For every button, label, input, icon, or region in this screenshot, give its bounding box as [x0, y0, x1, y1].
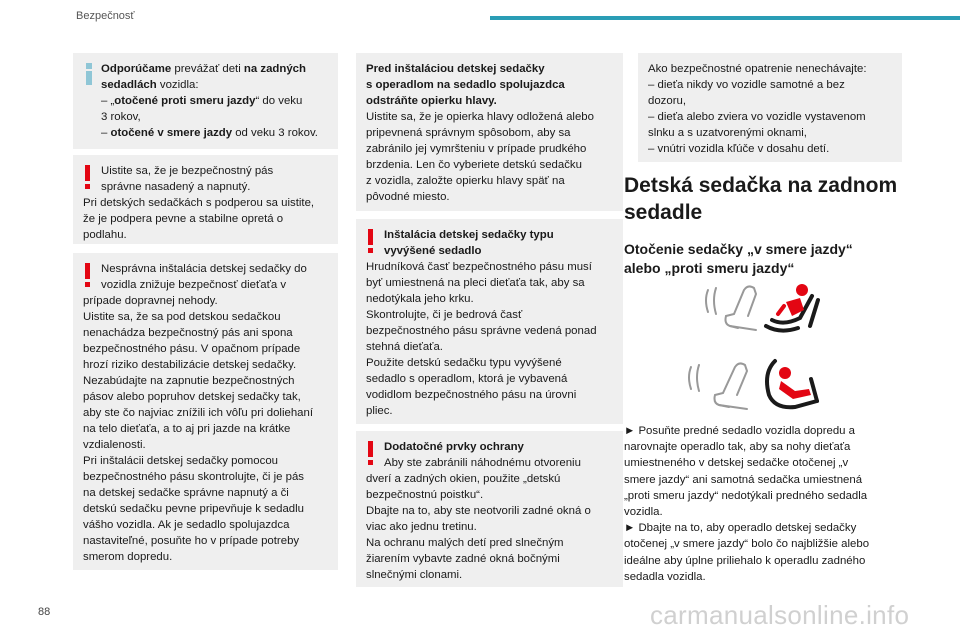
text-line: sedadle [624, 201, 703, 224]
warning-box-booster [356, 219, 623, 424]
text-line: umiestneného v detskej sedačke otočenej „v [624, 457, 849, 470]
text-line: vzdialenosti. [83, 439, 146, 451]
text-line: z vozidla, založte opierku hlavy späť na [366, 175, 565, 187]
text-line: dozoru, [648, 95, 686, 107]
text-line: s operadlom na sedadlo spolujazdca [366, 79, 565, 91]
text-line: vozidla. [624, 506, 663, 519]
text-line: Pred inštaláciou detskej sedačky [366, 63, 545, 75]
text-line: Na ochranu malých detí pred slnečným [366, 537, 564, 549]
text-line: byť umiestnená na pleci dieťaťa tak, aby sa [366, 277, 585, 289]
bold-text: na zadných [243, 63, 306, 75]
info-box-recommendation [73, 53, 338, 149]
text-line: na detskej sedačke správne napnutý a či [83, 487, 289, 499]
text-line: brzdenia. Len čo vyberiete detskú sedačku [366, 159, 582, 171]
text-line: – vnútri vozidla kľúče v dosahu detí. [648, 143, 830, 155]
text-line: bezpečnostnú poistku“. [366, 489, 484, 501]
text-line: že je podpera pevne a stabilne opretá o [83, 213, 284, 225]
warning-box-text [366, 439, 614, 583]
section-title: Bezpečnosť [76, 10, 135, 22]
text-line: nedotýkala jeho krku. [366, 293, 474, 305]
rear-facing-seat-illustration [700, 280, 825, 340]
text-line: Nezabúdajte na zapnutie bezpečnostných [83, 375, 295, 387]
text-line: aby ste čo najviac znížili ich vôľu pri doliehaní [83, 407, 313, 419]
watermark: carmanualsonline.info [650, 600, 910, 630]
text-span: vozidla: [156, 79, 199, 91]
text-line: vozidla znižuje bezpečnosť dieťaťa v [101, 279, 287, 291]
text-span: prevážať deti [171, 63, 244, 75]
text-span: od veku 3 rokov. [232, 127, 318, 139]
text-line: ► Posuňte predné sedadlo vozidla dopredu a [624, 425, 856, 437]
text-span: – „ [101, 95, 115, 107]
child-head-icon [796, 284, 808, 296]
text-line [101, 125, 329, 141]
text-line: Dbajte na to, aby ste neotvorili zadné okná o [366, 505, 591, 517]
text-line: na telo dieťaťa, a to aj pri jazde na krátke [83, 423, 291, 435]
text-line: podlahu. [83, 229, 127, 241]
text-line: bezpečnostného pásu. V opačnom prípade [83, 343, 301, 355]
bold-text: otočené proti smeru jazdy [114, 95, 256, 107]
text-line: narovnajte operadlo tak, aby sa nohy dieťaťa [624, 441, 851, 454]
text-line: pripevnená správnym spôsobom, aby sa [366, 127, 571, 139]
section-heading [624, 172, 897, 226]
text-line: Uistite sa, že je bezpečnostný pás [101, 165, 274, 177]
bold-text: sedadlách [101, 79, 157, 91]
text-line: – dieťa alebo zviera vo vozidle vystavenom [648, 111, 866, 123]
instruction-text [624, 423, 924, 585]
note-box-text [648, 61, 893, 157]
text-line: Pri inštalácii detskej sedačky pomocou [83, 455, 278, 467]
text-span: 3 rokov, [101, 111, 141, 123]
text-line: hrozí riziko destabilizácie detskej sedačky. [83, 359, 297, 371]
warning-box-protection [356, 431, 623, 587]
text-line: slnečnými clonami. [366, 569, 463, 581]
text-line [101, 77, 329, 93]
text-line: ideálne aby úplne priliehalo k operadlu zadného [624, 554, 866, 567]
text-line [101, 109, 329, 125]
text-line: vášho vozidla. Ak je sedadlo spolujazdca [83, 519, 290, 531]
text-line: smerom dopredu. [83, 551, 173, 563]
text-line: bezpečnostného pásu skontrolujte, či je pás [83, 471, 304, 483]
warning-box-text [83, 163, 329, 243]
text-line [101, 93, 329, 109]
header-accent-bar [490, 16, 960, 20]
text-line: nastaviteľné, posuňte ho v prípade potreby [83, 535, 300, 547]
text-line: Detská sedačka na zadnom [624, 174, 898, 197]
text-line: pásov alebo popruhov detskej sedačky tak, [83, 391, 301, 403]
bold-text: Odporúčame [101, 63, 172, 75]
text-line: detskú sedačku pevne pripevňuje k sedadlu [83, 503, 304, 515]
child-head-icon [779, 367, 791, 379]
text-line: odstráňte opierku hlavy. [366, 95, 497, 107]
text-line: Uistite sa, že je opierka hlavy odložená alebo [366, 111, 594, 123]
text-line: zabránilo jej vymršteniu v prípade prudkého [366, 143, 587, 155]
warning-box-text [366, 227, 614, 419]
info-box-text [83, 61, 329, 141]
text-line: alebo „proti smeru jazdy“ [624, 260, 795, 276]
warning-box-text [83, 261, 329, 565]
text-line: prípade dopravnej nehody. [83, 295, 218, 307]
text-line: vyvýšené sedadlo [384, 245, 482, 257]
text-line: Otočenie sedačky „v smere jazdy“ [624, 241, 853, 257]
text-line: smere jazdy“ ani samotná sedačka umiestnená [624, 473, 863, 486]
text-line: správne nasadený a napnutý. [101, 181, 251, 193]
note-box-headrest [356, 53, 623, 211]
text-line: vodidlom bezpečnostného pásu na úrovni [366, 389, 577, 401]
text-line: „proti smeru jazdy“ nedotýkali predného sedadla [624, 489, 868, 502]
text-line: viac ako jednu tretinu. [366, 521, 477, 533]
text-line: dverí a zadných okien, použite „detskú [366, 473, 561, 485]
text-line: Pri detských sedačkách s podperou sa uistite, [83, 197, 315, 209]
text-line: Použite detskú sedačku typu vyvýšené [366, 357, 562, 369]
text-line: Ako bezpečnostné opatrenie nenechávajte: [648, 63, 867, 75]
warning-icon [85, 263, 91, 287]
text-span: “ do veku [255, 95, 303, 107]
bold-text: otočené v smere jazdy [110, 127, 233, 139]
text-line: bezpečnostného pásu správne vedená ponad [366, 325, 597, 337]
text-line: – dieťa nikdy vo vozidle samotné a bez [648, 79, 845, 91]
text-line: otočenej „v smere jazdy“ bolo čo najbližšie alebo [624, 538, 870, 551]
text-line: Uistite sa, že sa pod detskou sedačkou [83, 311, 281, 323]
text-line: stehná dieťaťa. [366, 341, 443, 353]
text-line: Dodatočné prvky ochrany [384, 441, 524, 453]
text-line: slnku a s uzatvorenými oknami, [648, 127, 807, 139]
text-line: sedadla vozidla. [624, 570, 706, 583]
text-line: pôvodné miesto. [366, 191, 450, 203]
text-line: Aby ste zabránili náhodnému otvoreniu [384, 457, 581, 469]
text-line: žiarením vybavte zadné okná bočnými [366, 553, 560, 565]
text-line [101, 61, 329, 77]
text-line: Skontrolujte, či je bedrová časť [366, 309, 523, 321]
page-number: 88 [38, 606, 51, 618]
text-line: sedadlo s operadlom, ktorá je vybavená [366, 373, 568, 385]
note-box-precaution [638, 53, 902, 162]
text-line: nenachádza bezpečnostný pás ani spona [83, 327, 293, 339]
text-line: Hrudníková časť bezpečnostného pásu musí [366, 261, 592, 273]
note-box-text [366, 61, 614, 205]
text-line: Inštalácia detskej sedačky typu [384, 229, 554, 241]
text-span: – [101, 127, 111, 139]
text-line: pliec. [366, 405, 393, 417]
warning-box-installation [73, 253, 338, 570]
text-line: ► Dbajte na to, aby operadlo detskej sedačky [624, 522, 857, 535]
warning-box-seatbelt [73, 155, 338, 244]
warning-icon [368, 229, 374, 253]
subsection-heading [624, 240, 853, 278]
warning-icon [85, 165, 91, 189]
forward-facing-seat-illustration [685, 355, 825, 417]
warning-icon [368, 441, 374, 465]
text-line: Nesprávna inštalácia detskej sedačky do [101, 263, 307, 275]
info-icon [86, 63, 92, 85]
